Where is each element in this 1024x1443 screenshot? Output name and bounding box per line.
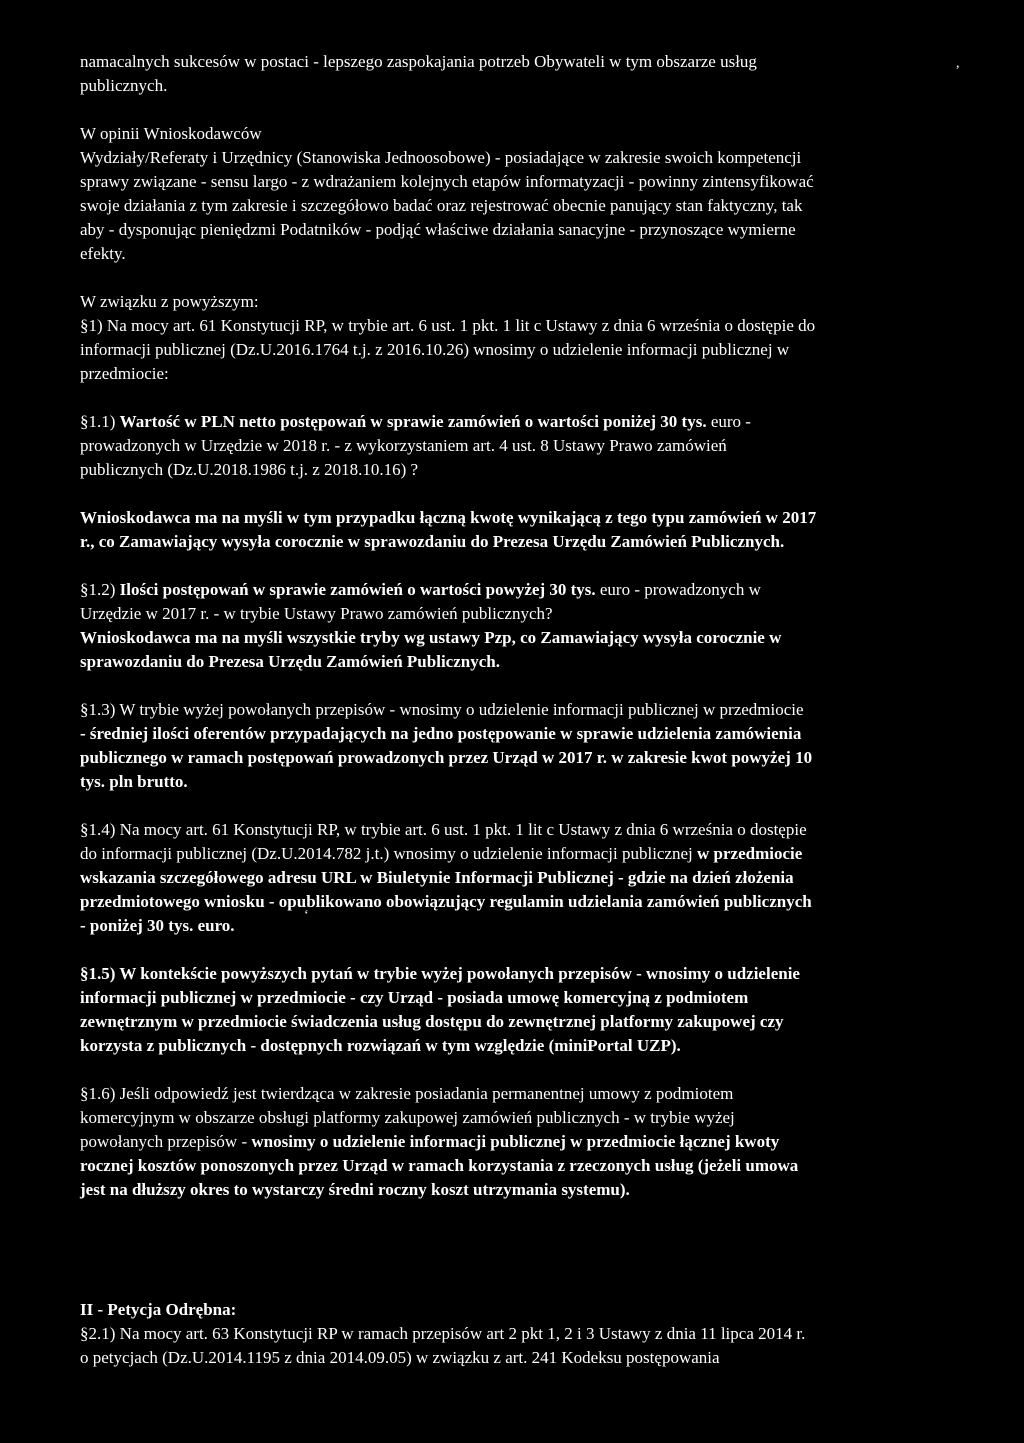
- text-line: o petycjach (Dz.U.2014.1195 z dnia 2014.09.05) w związku z art. 241 Kodeksu postępowania: [80, 1348, 720, 1367]
- paragraph-gap: [80, 386, 985, 410]
- bold-text: w przedmiocie: [697, 844, 803, 863]
- text-line: Wydziały/Referaty i Urzędnicy (Stanowiska Jednoosobowe) - posiadające w zakresie swoich kompetencji: [80, 148, 802, 167]
- text-line: §1.5) W kontekście powyższych pytań w trybie wyżej powołanych przepisów - wnosimy o udzielenie: [80, 964, 800, 983]
- text-line: swoje działania z tym zakresie i szczegółowo badać oraz rejestrować obecnie panujący stan faktyczny, tak: [80, 196, 803, 215]
- text-line: przedmiotowego wniosku - opublikowano obowiązujący regulamin udzielania zamówień publicznych: [80, 892, 812, 911]
- paragraph-gap: [80, 674, 985, 698]
- bold-text: Ilości postępowań w sprawie zamówień o wartości powyżej 30 tys.: [119, 580, 596, 599]
- paragraph-gap: [80, 98, 985, 122]
- paragraph-gap: [80, 794, 985, 818]
- text-line: sprawozdaniu do Prezesa Urzędu Zamówień Publicznych.: [80, 652, 500, 671]
- text-line: - średniej ilości oferentów przypadających na jedno postępowanie w sprawie udzielenia zamówienia: [80, 724, 802, 743]
- text-line: prowadzonych w Urzędzie w 2018 r. - z wykorzystaniem art. 4 ust. 8 Ustawy Prawo zamówień: [80, 436, 727, 455]
- text-line: tys. pln brutto.: [80, 772, 188, 791]
- paragraph-gap: [80, 554, 985, 578]
- text-line: §1.4) Na mocy art. 61 Konstytucji RP, w trybie art. 6 ust. 1 pkt. 1 lit c Ustawy z dnia 6 września o dostępie: [80, 820, 807, 839]
- text-line: sprawy związane - sensu largo - z wdrażaniem kolejnych etapów informatyzacji - powinny zintensyfikować: [80, 172, 814, 191]
- text-line: publicznego w ramach postępowań prowadzonych przez Urząd w 2017 r. w zakresie kwot powyżej 10: [80, 748, 813, 767]
- plain-text: euro -: [706, 412, 751, 431]
- text-line: §1) Na mocy art. 61 Konstytucji RP, w trybie art. 6 ust. 1 pkt. 1 lit c Ustawy z dnia 6 września o dostępie do: [80, 316, 816, 335]
- paragraph-gap: [80, 266, 985, 290]
- paragraph-gap: [80, 1058, 985, 1082]
- text-line: [80, 410, 985, 434]
- paragraph-gap: [80, 482, 985, 506]
- text-line: W opinii Wnioskodawców: [80, 124, 262, 143]
- plain-text: §1.1): [80, 412, 120, 431]
- paragraph-gap: [80, 938, 985, 962]
- plain-text: §1.2): [80, 580, 120, 599]
- text-line: jest na dłuższy okres to wystarczy średni roczny koszt utrzymania systemu).: [80, 1180, 630, 1199]
- text-line: korzysta z publicznych - dostępnych rozwiązań w tym względzie (miniPortal UZP).: [80, 1036, 681, 1055]
- text-line: publicznych.: [80, 76, 168, 95]
- stray-mark-middle: ‘: [304, 908, 309, 923]
- text-line: komercyjnym w obszarze obsługi platformy zakupowej zamówień publicznych - w trybie wyżej: [80, 1108, 735, 1127]
- text-line: [80, 578, 985, 602]
- text-line: [80, 1130, 985, 1154]
- text-line: W związku z powyższym:: [80, 292, 259, 311]
- paragraph-gap: [80, 1250, 985, 1298]
- text-line: wskazania szczegółowego adresu URL w Biuletynie Informacji Publicznej - gdzie na dzień złożenia: [80, 868, 794, 887]
- text-line: informacji publicznej w przedmiocie - czy Urząd - posiada umowę komercyjną z podmiotem: [80, 988, 749, 1007]
- document-page: [80, 50, 985, 1370]
- text-line: Wnioskodawca ma na myśli w tym przypadku łączną kwotę wynikającą z tego typu zamówień w 2017: [80, 508, 817, 527]
- text-line: rocznej kosztów ponoszonych przez Urząd w ramach korzystania z rzeczonych usług (jeżeli umowa: [80, 1156, 799, 1175]
- text-line: II - Petycja Odrębna:: [80, 1300, 237, 1319]
- text-line: §1.3) W trybie wyżej powołanych przepisów - wnosimy o udzielenie informacji publicznej w przedmiocie: [80, 700, 804, 719]
- text-line: Wnioskodawca ma na myśli wszystkie tryby wg ustawy Pzp, co Zamawiający wysyła corocznie w: [80, 628, 782, 647]
- paragraph-gap: [80, 1202, 985, 1250]
- bold-text: wnosimy o udzielenie informacji publicznej w przedmiocie łącznej kwoty: [251, 1132, 780, 1151]
- plain-text: euro - prowadzonych w: [595, 580, 761, 599]
- text-line: §1.6) Jeśli odpowiedź jest twierdząca w zakresie posiadania permanentnej umowy z podmiotem: [80, 1084, 734, 1103]
- text-line: przedmiocie:: [80, 364, 169, 383]
- bold-text: Wartość w PLN netto postępowań w sprawie zamówień o wartości poniżej 30 tys.: [119, 412, 707, 431]
- text-line: [80, 842, 985, 866]
- text-line: §2.1) Na mocy art. 63 Konstytucji RP w ramach przepisów art 2 pkt 1, 2 i 3 Ustawy z dnia 11 lipca 2014 r.: [80, 1324, 806, 1343]
- stray-mark-top: ,: [956, 56, 960, 71]
- text-line: r., co Zamawiający wysyła corocznie w sprawozdaniu do Prezesa Urzędu Zamówień Publicznych.: [80, 532, 785, 551]
- text-line: publicznych (Dz.U.2018.1986 t.j. z 2018.10.16) ?: [80, 460, 419, 479]
- text-line: efekty.: [80, 244, 126, 263]
- text-line: Urzędzie w 2017 r. - w trybie Ustawy Prawo zamówień publicznych?: [80, 604, 553, 623]
- text-line: aby - dysponując pieniędzmi Podatników - podjąć właściwe działania sanacyjne - przynoszące wymierne: [80, 220, 796, 239]
- text-line: informacji publicznej (Dz.U.2016.1764 t.j. z 2016.10.26) wnosimy o udzielenie informacji publicznej w: [80, 340, 790, 359]
- text-line: namacalnych sukcesów w postaci - lepszego zaspokajania potrzeb Obywateli w tym obszarze usług: [80, 52, 757, 71]
- plain-text: powołanych przepisów -: [80, 1132, 252, 1151]
- text-line: zewnętrznym w przedmiocie świadczenia usług dostępu do zewnętrznej platformy zakupowej czy: [80, 1012, 784, 1031]
- text-line: - poniżej 30 tys. euro.: [80, 916, 235, 935]
- plain-text: do informacji publicznej (Dz.U.2014.782 j.t.) wnosimy o udzielenie informacji publicznej: [80, 844, 698, 863]
